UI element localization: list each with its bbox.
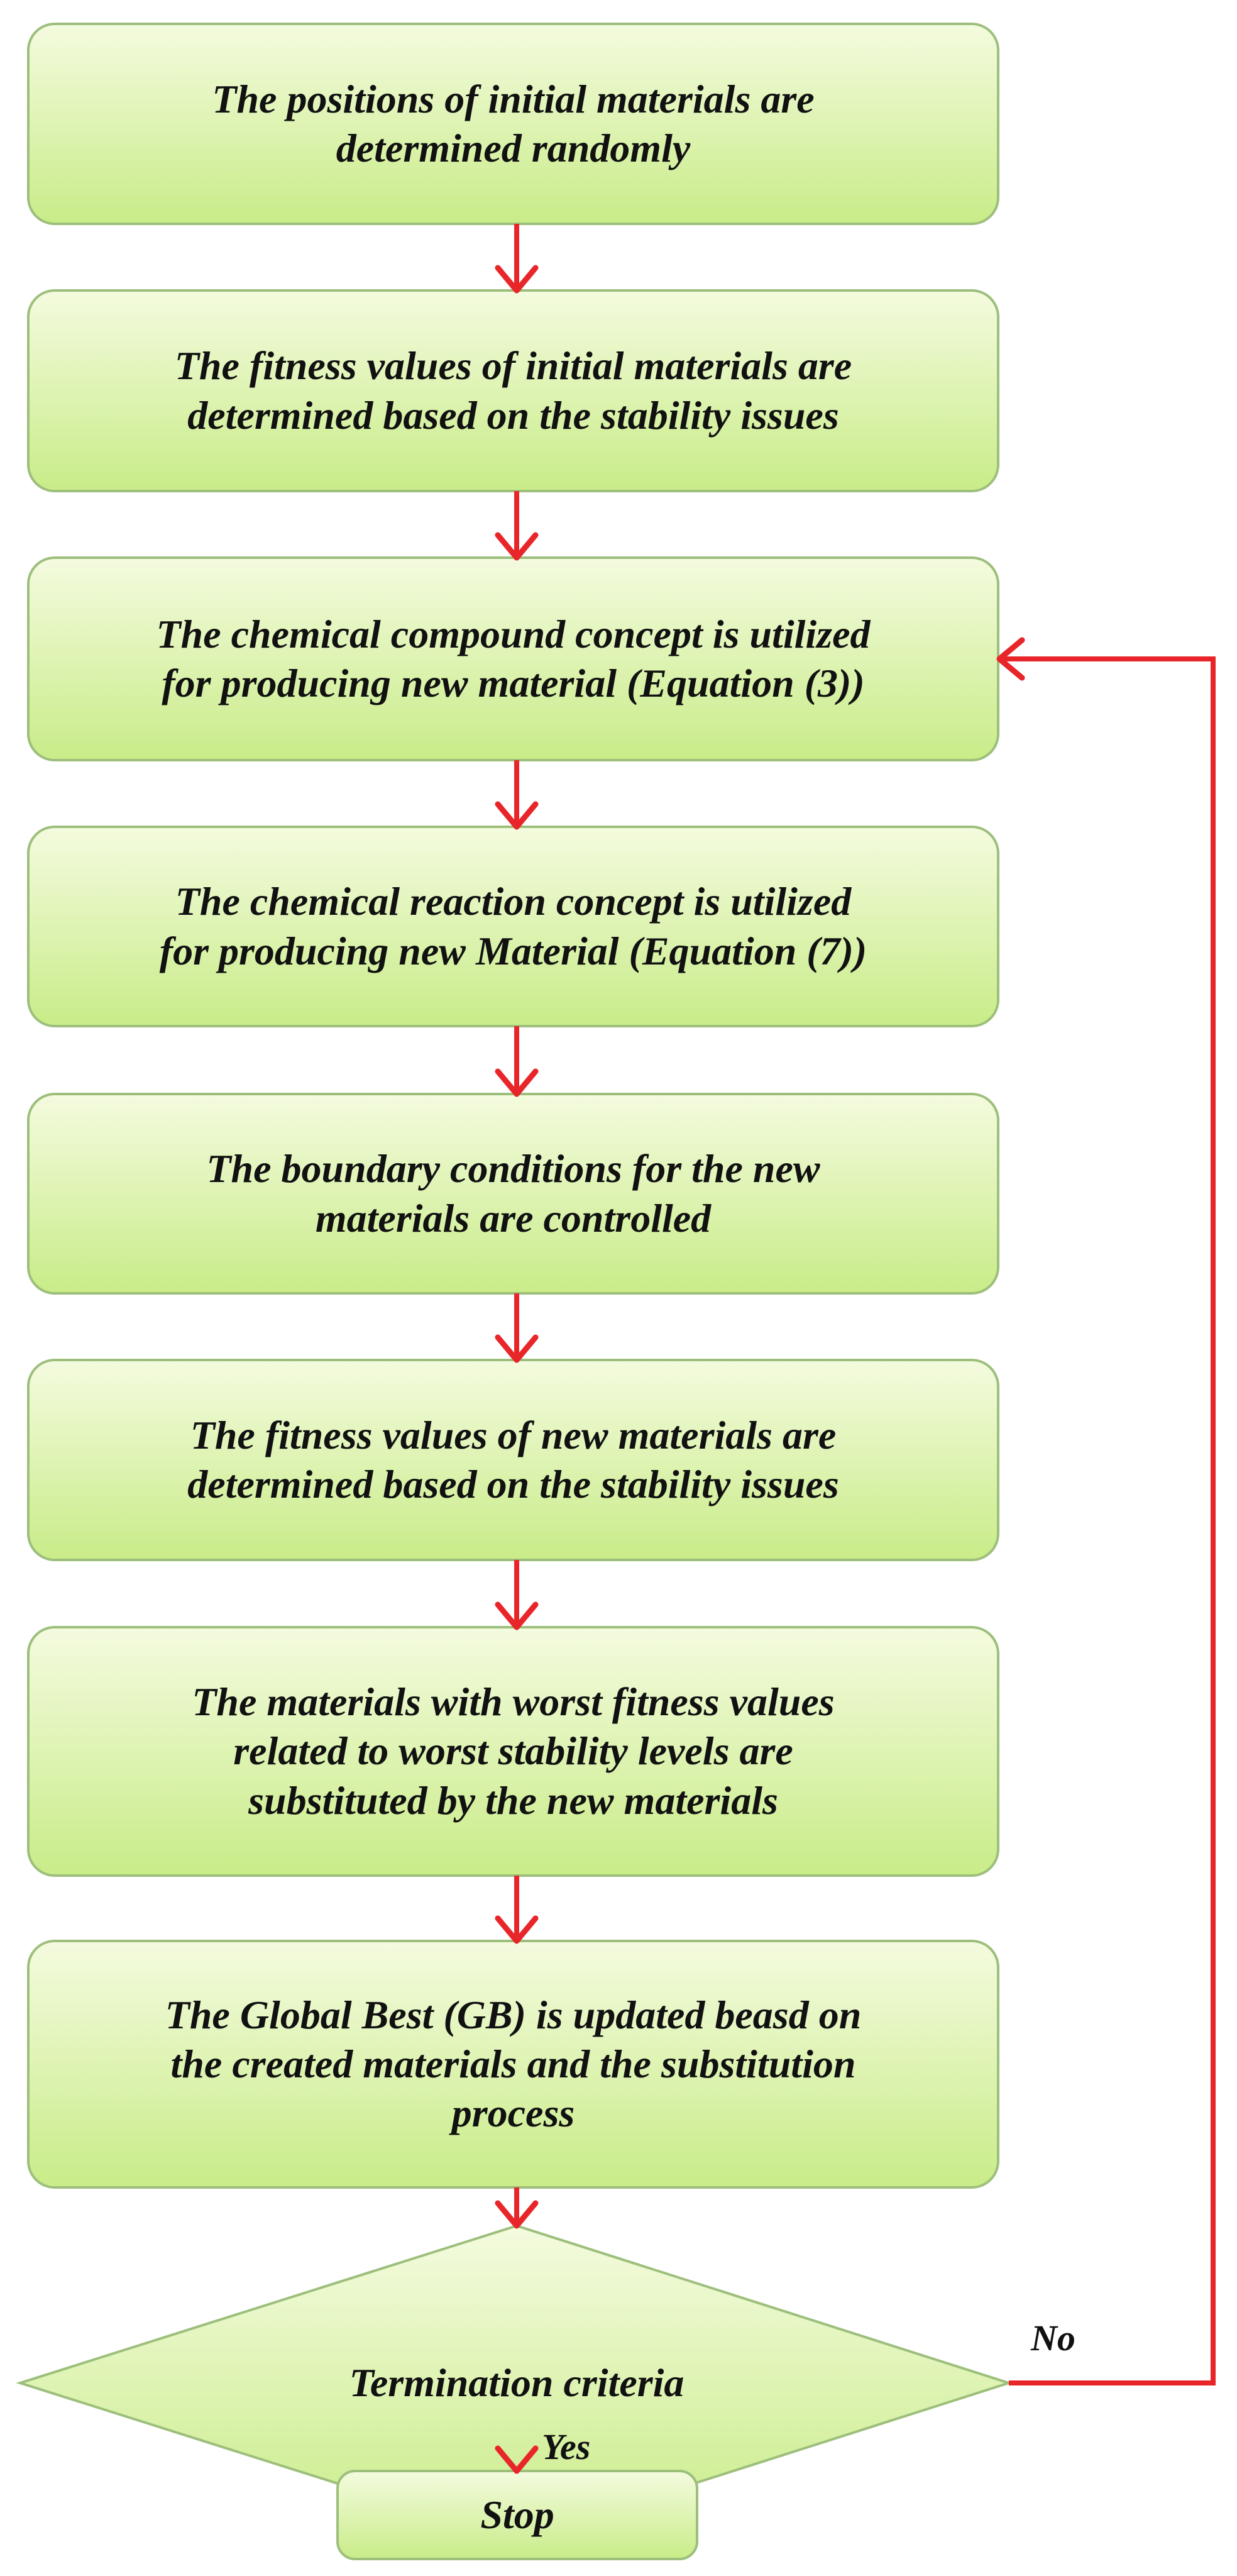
flow-arrow xyxy=(498,1293,536,1360)
flow-arrow xyxy=(498,224,536,290)
process-step-label: The fitness values of initial materials are determined based on the stability issues xyxy=(174,343,852,438)
process-step-label: The Global Best (GB) is updated beasd on the created materials and the substitution process xyxy=(165,1992,862,2136)
process-step-label: The boundary conditions for the new materials are controlled xyxy=(206,1146,820,1241)
process-step-label: The fitness values of new materials are determined based on the stability issues xyxy=(187,1412,839,1506)
process-step-label: The chemical reaction concept is utilized for producing new Material (Equation (7)) xyxy=(159,879,867,973)
yes-label: Yes xyxy=(542,2426,591,2467)
flow-arrow xyxy=(498,1560,536,1627)
stop-label: Stop xyxy=(480,2492,554,2537)
no-label: No xyxy=(1031,2318,1075,2358)
flow-arrow xyxy=(498,2187,536,2226)
flow-arrow xyxy=(498,760,536,827)
flow-arrow xyxy=(498,491,536,558)
decision-label: Termination criteria xyxy=(349,2360,684,2405)
flow-arrow xyxy=(498,1876,536,1941)
no-loop-arrow xyxy=(999,640,1213,2383)
process-step-label: The positions of initial materials are determined randomly xyxy=(212,76,815,170)
flow-arrow xyxy=(498,1026,536,1094)
process-step-label: The chemical compound concept is utilized for producing new material (Equation (3)) xyxy=(156,611,871,705)
process-step-label: The materials with worst fitness values related to worst stability levels are substituted by the new materials xyxy=(192,1679,835,1823)
